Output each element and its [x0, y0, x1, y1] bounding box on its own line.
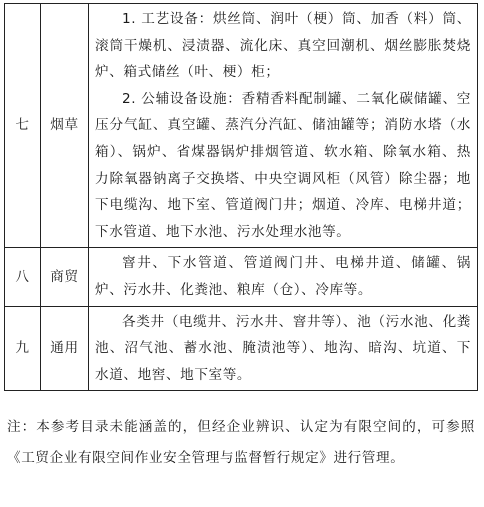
- row-content: [89, 248, 478, 306]
- table-row-tobacco: [5, 4, 478, 248]
- row-content: [89, 4, 478, 248]
- industry-name: 烟草: [41, 4, 89, 248]
- content-paragraph: 1. 工艺设备：烘丝筒、润叶（梗）筒、加香（料）筒、滚筒干燥机、浸渍器、流化床、真空回潮机、烟丝膨胀焚烧炉、箱式储丝（叶、梗）柜；: [95, 11, 471, 81]
- table-row-general: [5, 306, 478, 391]
- content-paragraph: 各类井（电缆井、污水井、窨井等）、池（污水池、化粪池、沼气池、蓄水池、腌渍池等）、地沟、暗沟、坑道、下水道、地窖、地下室等。: [95, 313, 471, 383]
- footnote: 注：本参考目录未能涵盖的，但经企业辨识、认定为有限空间的，可参照《工贸企业有限空间作业安全管理与监督暂行规定》进行管理。: [7, 419, 475, 466]
- confined-space-catalog-table: [4, 3, 478, 391]
- content-paragraph: 2. 公辅设备设施：香精香料配制罐、二氧化碳储罐、空压分气缸、真空罐、蒸汽分汽缸、储油罐等；消防水塔（水箱）、锅炉、省煤器锅炉排烟管道、软水箱、除氧水箱、热力除氧器钠离子交换塔、中央空调风柜（风管）除尘器；地下电缆沟、地下室、管道阀门井；烟道、冷库、电梯井道；下水管道、地下水池、污水处理水池等。: [95, 90, 471, 240]
- row-number: 九: [5, 306, 41, 391]
- row-number: 八: [5, 248, 41, 306]
- row-content: [89, 306, 478, 391]
- industry-name: 商贸: [41, 248, 89, 306]
- industry-name: 通用: [41, 306, 89, 391]
- content-paragraph: 窨井、下水管道、管道阀门井、电梯井道、储罐、锅炉、污水井、化粪池、粮库（仓）、冷库等。: [95, 255, 471, 298]
- table-row-trade: [5, 248, 478, 306]
- row-number: 七: [5, 4, 41, 248]
